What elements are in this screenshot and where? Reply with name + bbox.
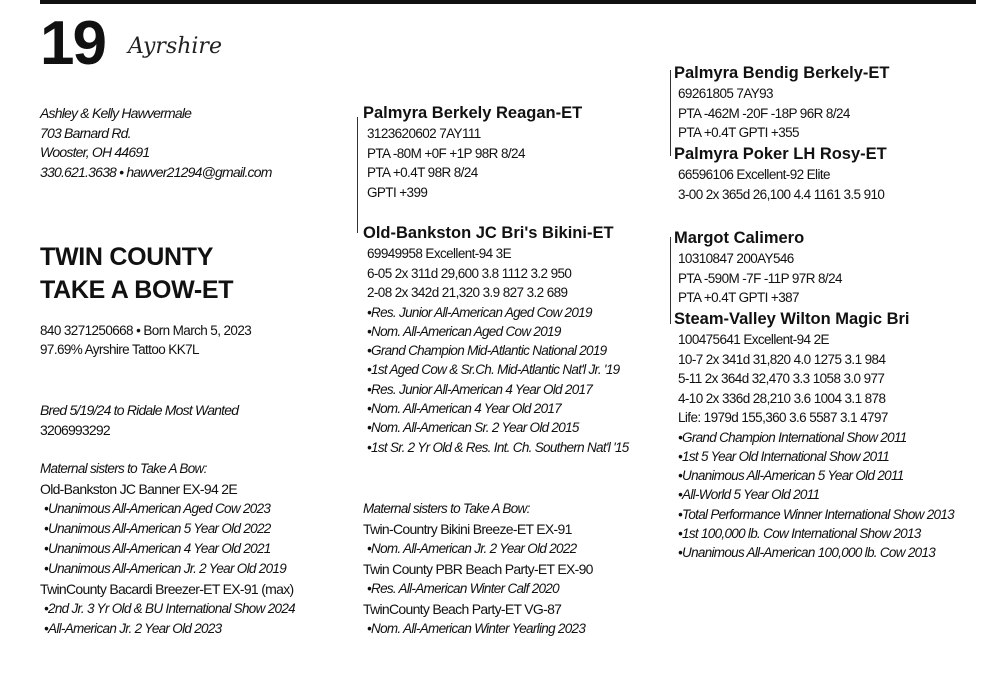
detail-line: 10310847 200AY546 — [678, 251, 794, 266]
award-line: •1st 100,000 lb. Cow International Show 2013 — [678, 525, 921, 541]
owner-contact: 330.621.3638 • hawver21294@gmail.com — [40, 163, 272, 180]
award-line: •Unanimous All-American Jr. 2 Year Old 2019 — [44, 561, 287, 576]
animal-name-line1: TWIN COUNTY — [40, 243, 214, 271]
paternal-granddam-name: Palmyra Poker LH Rosy-ET — [674, 145, 887, 163]
maternal-sisters-list — [363, 519, 593, 639]
dam-name: Old-Bankston JC Bri's Bikini-ET — [363, 224, 614, 242]
sister-name: TwinCounty Beach Party-ET VG-87 — [363, 601, 562, 617]
maternal-grandsire-details — [674, 249, 842, 308]
lot-number: 19 — [40, 9, 105, 78]
maternal-granddam-name: Steam-Valley Wilton Magic Bri — [674, 310, 910, 328]
detail-line: PTA -462M -20F -18P 96R 8/24 — [678, 105, 850, 121]
detail-line: PTA +0.4T GPTI +387 — [678, 290, 799, 305]
paternal-grandsire-details — [674, 84, 890, 143]
maternal-sisters-heading: Maternal sisters to Take A Bow: — [363, 501, 530, 516]
award-line: •Unanimous All-American Aged Cow 2023 — [44, 501, 271, 516]
award-line: •2nd Jr. 3 Yr Old & BU International Show 2024 — [44, 601, 295, 616]
award-line: •Unanimous All-American 5 Year Old 2022 — [44, 521, 271, 536]
animal-name-line2: TAKE A BOW-ET — [40, 276, 234, 304]
award-line: •Unanimous All-American 5 Year Old 2011 — [678, 468, 904, 484]
maternal-sisters-left — [40, 459, 295, 639]
bred-block — [40, 401, 238, 440]
maternal-grandsire-block — [674, 227, 842, 308]
maternal-grandsire-bracket-line — [670, 237, 671, 324]
award-line: •Res. Junior All-American 4 Year Old 2017 — [367, 381, 593, 397]
award-line: •All-American Jr. 2 Year Old 2023 — [44, 621, 222, 636]
detail-line: PTA +0.4T GPTI +355 — [678, 125, 799, 140]
maternal-grandsire-name: Margot Calimero — [674, 229, 805, 247]
maternal-granddam-details — [674, 330, 954, 428]
detail-line: 4-10 2x 336d 28,210 3.6 1004 3.1 878 — [678, 390, 886, 406]
sire-bracket-line — [357, 117, 358, 233]
detail-line: Life: 1979d 155,360 3.6 5587 3.1 4797 — [678, 410, 888, 425]
award-line: •Nom. All-American Jr. 2 Year Old 2022 — [367, 541, 577, 556]
award-line: •Res. Junior All-American Aged Cow 2019 — [367, 304, 592, 320]
dam-details — [363, 244, 629, 303]
registration-id: 840 3271250668 • Born March 5, 2023 — [40, 323, 252, 338]
detail-line: 100475641 Excellent-94 2E — [678, 332, 829, 347]
detail-line: 69949958 Excellent-94 3E — [367, 246, 511, 261]
maternal-sisters-heading: Maternal sisters to Take A Bow: — [40, 461, 207, 476]
sister-name: Twin-Country Bikini Breeze-ET EX-91 — [363, 521, 572, 537]
owner-name: Ashley & Kelly Hawvermale — [40, 105, 192, 121]
dam-awards — [363, 303, 629, 457]
grandsire-bracket-line — [670, 70, 671, 156]
maternal-sisters-middle — [363, 499, 593, 639]
registration-block — [40, 321, 251, 359]
award-line: •Total Performance Winner International Show 2013 — [678, 506, 954, 522]
bred-to: Bred 5/19/24 to Ridale Most Wanted — [40, 402, 239, 418]
detail-line: 66596106 Excellent-92 Elite — [678, 167, 830, 182]
award-line: •1st Sr. 2 Yr Old & Res. Int. Ch. Southern Nat'l '15 — [367, 439, 629, 455]
award-line: •Nom. All-American Aged Cow 2019 — [367, 323, 561, 339]
owner-city: Wooster, OH 44691 — [40, 144, 150, 160]
paternal-granddam-details — [674, 165, 887, 204]
maternal-granddam-awards — [674, 428, 954, 563]
detail-line: 5-11 2x 364d 32,470 3.3 1058 3.0 977 — [678, 371, 885, 386]
detail-line: GPTI +399 — [367, 184, 428, 200]
sister-name: Old-Bankston JC Banner EX-94 2E — [40, 481, 237, 497]
detail-line: 3123620602 7AY111 — [367, 126, 481, 141]
award-line: •Nom. All-American Sr. 2 Year Old 2015 — [367, 420, 579, 436]
detail-line: 10-7 2x 341d 31,820 4.0 1275 3.1 984 — [678, 351, 886, 367]
animal-name-block — [40, 241, 233, 307]
paternal-grandsire-block — [674, 62, 890, 143]
sister-name: Twin County PBR Beach Party-ET EX-90 — [363, 561, 593, 577]
bred-to-id: 3206993292 — [40, 421, 110, 438]
paternal-granddam-block — [674, 143, 887, 204]
dam-block — [363, 222, 629, 457]
maternal-sisters-list — [40, 479, 295, 639]
detail-line: PTA +0.4T 98R 8/24 — [367, 165, 478, 180]
award-line: •1st 5 Year Old International Show 2011 — [678, 448, 890, 464]
detail-line: PTA -590M -7F -11P 97R 8/24 — [678, 270, 842, 286]
detail-line: PTA -80M +0F +1P 98R 8/24 — [367, 145, 525, 161]
award-line: •Grand Champion International Show 2011 — [678, 429, 907, 445]
top-rule — [40, 0, 976, 4]
award-line: •Res. All-American Winter Calf 2020 — [367, 581, 559, 596]
sister-name: TwinCounty Bacardi Breezer-ET EX-91 (max) — [40, 581, 294, 597]
detail-line: 2-08 2x 342d 21,320 3.9 827 3.2 689 — [367, 285, 568, 300]
sire-details — [363, 124, 582, 202]
sire-name: Palmyra Berkely Reagan-ET — [363, 104, 583, 122]
owner-block — [40, 104, 272, 182]
maternal-granddam-block — [674, 308, 954, 563]
award-line: •Nom. All-American Winter Yearling 2023 — [367, 621, 586, 636]
award-line: •Nom. All-American 4 Year Old 2017 — [367, 400, 562, 416]
owner-address: 703 Barnard Rd. — [40, 124, 131, 141]
award-line: •Grand Champion Mid-Atlantic National 2019 — [367, 343, 607, 359]
paternal-grandsire-name: Palmyra Bendig Berkely-ET — [674, 64, 890, 82]
award-line: •Unanimous All-American 100,000 lb. Cow 2013 — [678, 545, 936, 561]
award-line: •All-World 5 Year Old 2011 — [678, 487, 820, 503]
detail-line: 3-00 2x 365d 26,100 4.4 1161 3.5 910 — [678, 186, 885, 202]
award-line: •Unanimous All-American 4 Year Old 2021 — [44, 541, 271, 556]
breed-label: Ayrshire — [128, 34, 222, 59]
breed-percentage: 97.69% Ayrshire Tattoo KK7L — [40, 342, 199, 357]
detail-line: 69261805 7AY93 — [678, 86, 773, 101]
detail-line: 6-05 2x 311d 29,600 3.8 1112 3.2 950 — [367, 265, 572, 281]
award-line: •1st Aged Cow & Sr.Ch. Mid-Atlantic Nat'l Jr. '19 — [367, 362, 620, 378]
sire-block — [363, 102, 582, 202]
